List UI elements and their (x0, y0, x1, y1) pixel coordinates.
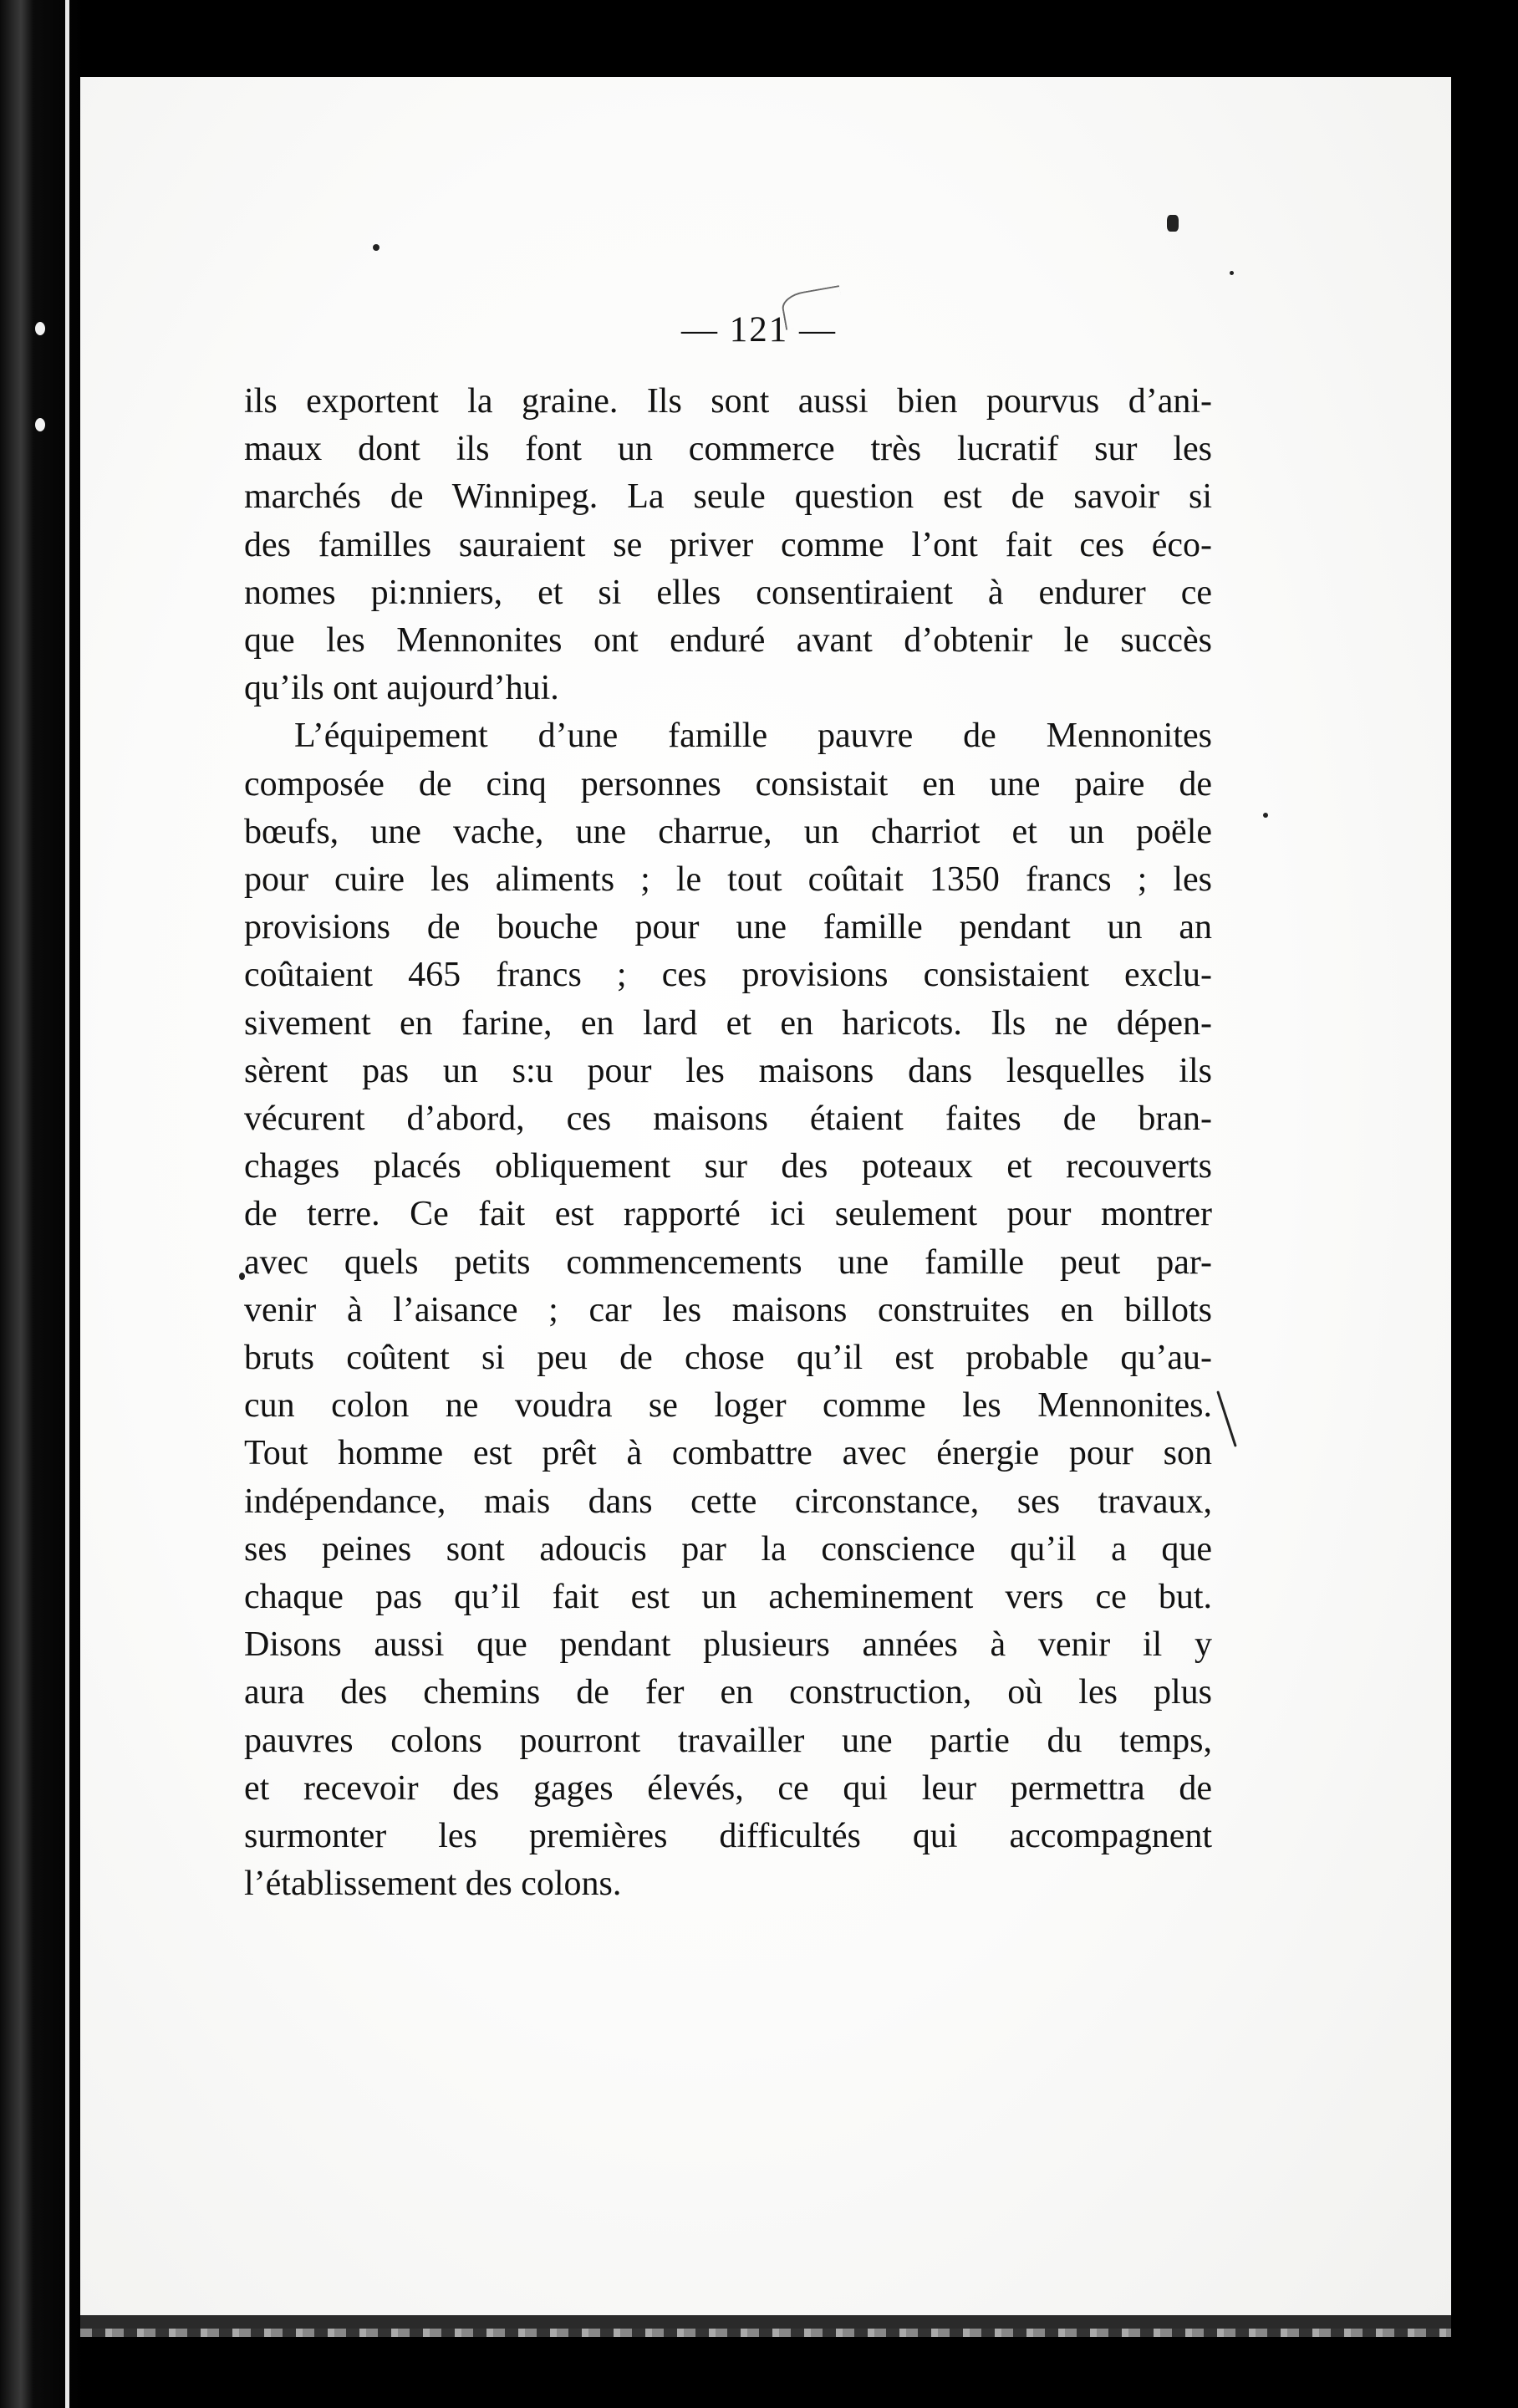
text-line: Tout homme est prêt à combattre avec énergie pour son (244, 1434, 1212, 1473)
binding-line (65, 0, 69, 2408)
ink-speck (1167, 215, 1179, 232)
text-line: de terre. Ce fait est rapporté ici seulement pour montrer (244, 1195, 1212, 1234)
ink-speck (1216, 1390, 1236, 1447)
text-line: ils exportent la graine. Ils sont aussi bien pourvus d’ani- (244, 382, 1212, 421)
text-line: pauvres colons pourront travailler une partie du temps, (244, 1721, 1212, 1760)
text-line: maux dont ils font un commerce très lucratif sur les (244, 430, 1212, 469)
text-line: marchés de Winnipeg. La seule question est de savoir si (244, 477, 1212, 517)
text-line: Disons aussi que pendant plusieurs années à venir il y (244, 1625, 1212, 1665)
text-line: et recevoir des gages élevés, ce qui leur permettra de (244, 1768, 1212, 1808)
ink-speck (1230, 271, 1234, 275)
text-line: des familles sauraient se priver comme l’ont fait ces éco- (244, 525, 1212, 564)
text-line: nomes pi:nniers, et si elles consentiraient à endurer ce (244, 573, 1212, 612)
paragraph (244, 378, 1212, 712)
text-line: sivement en farine, en lard et en haricots. Ils ne dépen- (244, 1003, 1212, 1043)
text-line: L’équipement d’une famille pauvre de Mennonites (294, 717, 1212, 756)
text-line: venir à l’aisance ; car les maisons construites en billots (244, 1290, 1212, 1329)
text-line: l’établissement des colons. (244, 1865, 622, 1904)
body-text (244, 378, 1212, 1909)
text-line: ses peines sont adoucis par la conscience qu’il a que (244, 1529, 1212, 1569)
text-line: qu’ils ont aujourd’hui. (244, 669, 559, 708)
text-line: vécurent d’abord, ces maisons étaient faites de bran- (244, 1099, 1212, 1139)
scan-binding-edge (0, 0, 84, 2408)
text-line: avec quels petits commencements une famille peut par- (244, 1242, 1212, 1282)
page-number-heading: — 121 — (681, 310, 837, 349)
binding-speck (35, 418, 45, 431)
text-line: indépendance, mais dans cette circonstance, ses travaux, (244, 1482, 1212, 1521)
text-line: composée de cinq personnes consistait en une paire de (244, 764, 1212, 804)
text-line: coûtaient 465 francs ; ces provisions consistaient exclu- (244, 956, 1212, 995)
text-line: surmonter les premières difficultés qui accompagnent (244, 1817, 1212, 1856)
text-line: pour cuire les aliments ; le tout coûtait 1350 francs ; les (244, 860, 1212, 900)
text-line: aura des chemins de fer en construction, où les plus (244, 1673, 1212, 1712)
text-line: bœufs, une vache, une charrue, un charriot et un poële (244, 812, 1212, 851)
text-line: provisions de bouche pour une famille pendant un an (244, 908, 1212, 947)
text-line: bruts coûtent si peu de chose qu’il est probable qu’au- (244, 1339, 1212, 1378)
text-line: que les Mennonites ont enduré avant d’obtenir le succès (244, 621, 1212, 661)
text-line: cun colon ne voudra se loger comme les Mennonites. (244, 1386, 1212, 1426)
ink-speck (373, 244, 380, 251)
ink-speck (1263, 813, 1268, 818)
paragraph (244, 712, 1212, 1908)
text-line: chaque pas qu’il fait est un acheminement vers ce but. (244, 1578, 1212, 1617)
text-line: chages placés obliquement sur des poteaux et recouverts (244, 1147, 1212, 1186)
text-line: sèrent pas un s:u pour les maisons dans lesquelles ils (244, 1051, 1212, 1090)
